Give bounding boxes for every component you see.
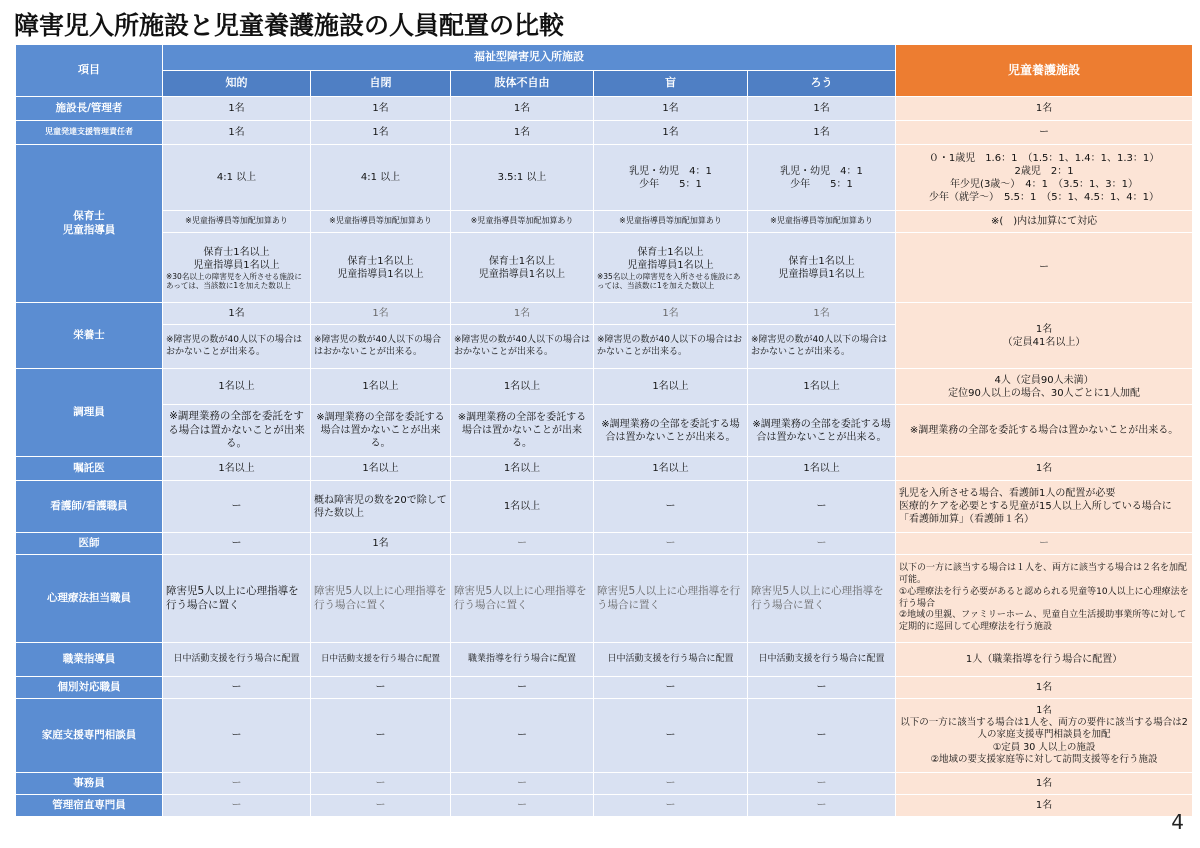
cell: ー — [451, 677, 594, 699]
row-label-line: 児童指導員 — [62, 223, 116, 236]
cell: ※調理業務の全部を委託する場合は置かないことが出来る。 — [594, 405, 748, 457]
row-shinri — [16, 555, 1193, 643]
cell: 概ね障害児の数を20で除して得た数以上 — [311, 481, 451, 533]
cell: ※障害児の数が40人以下の場合はおかないことが出来る。 — [451, 325, 594, 369]
cell-note: ※35名以上の障害児を入所させる施設にあっては、当該数に1を加えた数以上 — [597, 271, 741, 290]
cell: ー — [748, 481, 896, 533]
cell: ー — [748, 677, 896, 699]
page-number: 4 — [1171, 810, 1184, 834]
cell-yogo: 1名 — [896, 97, 1193, 121]
cell: ※児童指導員等加配加算あり — [748, 211, 896, 233]
cell — [594, 145, 748, 211]
cell-line: 定位90人以上の場合、30人ごとに1人加配 — [948, 387, 1140, 399]
row-label: 家庭支援専門相談員 — [16, 699, 163, 773]
cell-line: 児童指導員1名以上 — [193, 259, 280, 271]
cell — [311, 233, 451, 303]
cell: 1名 — [451, 121, 594, 145]
cell: 1名以上 — [594, 369, 748, 405]
row-jimuin — [16, 773, 1193, 795]
cell: ※調理業務の全部を委託をする場合は置かないことが出来る。 — [163, 405, 311, 457]
cell: ー — [594, 481, 748, 533]
cell: 1名 — [311, 303, 451, 325]
cell-line: 保育士1名以上 — [637, 246, 704, 258]
row-label-hoikushi — [16, 145, 163, 303]
cell: 1名 — [594, 121, 748, 145]
cell: 1名以上 — [451, 481, 594, 533]
cell-note: ※30名以上の障害児を入所させる施設にあっては、当該数に1を加えた数以上 — [166, 271, 302, 290]
cell-line: 2歳児 2：1 — [1014, 165, 1074, 177]
row-kateishien — [16, 699, 1193, 773]
cell: 1名 — [594, 303, 748, 325]
cell: ー — [163, 699, 311, 773]
row-ishi — [16, 533, 1193, 555]
cell: 1名 — [163, 303, 311, 325]
header-col-shitai: 肢体不自由 — [451, 71, 594, 97]
cell: 障害児5人以上に心理指導を行う場合に置く — [451, 555, 594, 643]
row-label: 栄養士 — [16, 303, 163, 369]
cell: 障害児5人以上に心理指導を行う場合に置く — [594, 555, 748, 643]
cell: 1名以上 — [311, 457, 451, 481]
cell: 1名以上 — [748, 457, 896, 481]
row-label: 管理宿直専門員 — [16, 795, 163, 817]
row-label-line: 保育士 — [73, 209, 105, 222]
header-group: 福祉型障害児入所施設 — [163, 45, 896, 71]
header-col-jihei: 自閉 — [311, 71, 451, 97]
cell-line: 1名 — [1036, 704, 1052, 716]
cell: 1名 — [311, 533, 451, 555]
row-label: 事務員 — [16, 773, 163, 795]
cell-line: 医療的ケアを必要とする児童が15人以上入所している場合に「看護師加算」（看護師１名） — [899, 501, 1172, 525]
cell-yogo: ※( )内は加算にて対応 — [896, 211, 1193, 233]
cell: 1名 — [163, 97, 311, 121]
cell: ー — [311, 773, 451, 795]
cell-line: 以下の一方に該当する場合は１人を、両方に該当する場合は２名を加配可能。 — [899, 563, 1188, 586]
row-kango — [16, 481, 1193, 533]
cell: 1名以上 — [594, 457, 748, 481]
cell: 1名 — [451, 303, 594, 325]
cell: 1名以上 — [311, 369, 451, 405]
cell: ※障害児の数が40人以下の場合はおかないことが出来る。 — [311, 325, 451, 369]
row-jido-hattatsu — [16, 121, 1193, 145]
row-label: 職業指導員 — [16, 643, 163, 677]
cell-line: 少年 5：1 — [639, 178, 702, 190]
cell: ー — [594, 773, 748, 795]
cell: ー — [163, 773, 311, 795]
cell: ー — [451, 773, 594, 795]
cell: 1名 — [748, 121, 896, 145]
cell-yogo — [896, 555, 1193, 643]
header-item: 項目 — [16, 45, 163, 97]
cell-line: 保育士1名以上 — [347, 255, 414, 267]
cell-line: ①心理療法を行う必要があると認められる児童等10人以上に心理療法を行う場合 — [899, 586, 1189, 609]
cell: ー — [311, 795, 451, 817]
cell — [451, 233, 594, 303]
cell: ー — [311, 699, 451, 773]
cell: ※障害児の数が40人以下の場合はおかないことが出来る。 — [748, 325, 896, 369]
cell: ー — [451, 795, 594, 817]
cell: ※児童指導員等加配加算あり — [451, 211, 594, 233]
cell: 1名以上 — [451, 369, 594, 405]
cell: 1名 — [594, 97, 748, 121]
cell: ー — [748, 533, 896, 555]
cell: 4:1 以上 — [163, 145, 311, 211]
cell: 日中活動支援を行う場合に配置 — [594, 643, 748, 677]
cell-line: 以下の一方に該当する場合は1人を、両方の要件に該当する場合は2人の家庭支援専門相談員を加配 — [900, 716, 1188, 741]
cell — [748, 233, 896, 303]
cell: 1名以上 — [451, 457, 594, 481]
row-label: 調理員 — [16, 369, 163, 457]
cell: 日中活動支援を行う場合に配置 — [163, 643, 311, 677]
cell: 1名 — [451, 97, 594, 121]
row-hoikushi-ratio — [16, 145, 1193, 211]
cell: ー — [748, 773, 896, 795]
cell: ー — [748, 699, 896, 773]
cell-line: ①定員 30 人以上の施設 — [992, 741, 1096, 753]
cell-yogo — [896, 369, 1193, 405]
cell-line: 乳児・幼児 4：1 — [780, 165, 863, 177]
row-shisetsucho — [16, 97, 1193, 121]
header-row-1 — [16, 45, 1193, 71]
cell-yogo: ー — [896, 233, 1193, 303]
comparison-table — [15, 44, 1193, 817]
cell: 1名 — [748, 97, 896, 121]
cell-yogo: 1名 — [896, 677, 1193, 699]
cell: ※児童指導員等加配加算あり — [311, 211, 451, 233]
cell: 障害児5人以上に心理指導を行う場合に置く — [748, 555, 896, 643]
cell-line: 少年（就学～） 5.5：1 （5：1、4.5：1、4：1） — [929, 191, 1160, 203]
cell-yogo: 1名 — [896, 795, 1193, 817]
row-label: 児童発達支援管理責任者 — [16, 121, 163, 145]
cell: ※障害児の数が40人以下の場合はおかないことが出来る。 — [594, 325, 748, 369]
cell: 1名 — [748, 303, 896, 325]
row-shokugyo — [16, 643, 1193, 677]
cell: ー — [163, 533, 311, 555]
cell-yogo — [896, 699, 1193, 773]
cell — [163, 233, 311, 303]
cell-line: 児童指導員1名以上 — [627, 259, 714, 271]
row-label: 心理療法担当職員 — [16, 555, 163, 643]
row-label: 医師 — [16, 533, 163, 555]
cell-yogo: ※調理業務の全部を委託する場合は置かないことが出来る。 — [896, 405, 1193, 457]
cell-yogo — [896, 481, 1193, 533]
header-col-rou: ろう — [748, 71, 896, 97]
row-label: 施設長/管理者 — [16, 97, 163, 121]
cell: ※児童指導員等加配加算あり — [163, 211, 311, 233]
cell: ー — [594, 795, 748, 817]
cell: ー — [594, 677, 748, 699]
row-kanrishuku — [16, 795, 1193, 817]
cell-line: 4人（定員90人未満） — [994, 374, 1094, 386]
cell-line: 保育士1名以上 — [788, 255, 855, 267]
cell: 1名以上 — [748, 369, 896, 405]
cell-yogo — [896, 303, 1193, 369]
cell: ー — [451, 699, 594, 773]
cell: 日中活動支援を行う場合に配置 — [748, 643, 896, 677]
row-kobetsu — [16, 677, 1193, 699]
cell-line: （定員41名以上） — [1002, 336, 1086, 348]
row-hoikushi-min — [16, 233, 1193, 303]
cell-line: 児童指導員1名以上 — [778, 268, 865, 280]
cell: ー — [163, 795, 311, 817]
row-hoikushi-kasan — [16, 211, 1193, 233]
row-label: 看護師/看護職員 — [16, 481, 163, 533]
cell: 3.5:1 以上 — [451, 145, 594, 211]
cell-yogo — [896, 145, 1193, 211]
cell: 1名 — [311, 121, 451, 145]
cell: ※調理業務の全部を委託する場合は置かないことが出来る。 — [451, 405, 594, 457]
cell-yogo: ー — [896, 121, 1193, 145]
row-chori-a — [16, 369, 1193, 405]
cell: ー — [163, 481, 311, 533]
cell-line: ②地域の里親、ファミリーホーム、児童自立生活援助事業所等に対して定期的に巡回して心理療法を行う施設 — [899, 610, 1187, 632]
cell-line: 保育士1名以上 — [203, 246, 270, 258]
header-yogo: 児童養護施設 — [896, 45, 1193, 97]
cell: ー — [311, 677, 451, 699]
cell — [594, 233, 748, 303]
cell: ※調理業務の全部を委託する場合は置かないことが出来る。 — [748, 405, 896, 457]
header-col-chiteki: 知的 — [163, 71, 311, 97]
cell: ー — [594, 533, 748, 555]
cell: 職業指導を行う場合に配置 — [451, 643, 594, 677]
page-title: 障害児入所施設と児童養護施設の人員配置の比較 — [14, 11, 565, 40]
row-label: 嘱託医 — [16, 457, 163, 481]
cell: 1名 — [163, 121, 311, 145]
cell — [748, 145, 896, 211]
row-label: 個別対応職員 — [16, 677, 163, 699]
row-eiyoshi-a — [16, 303, 1193, 325]
cell: 障害児5人以上に心理指導を行う場合に置く — [311, 555, 451, 643]
cell-line: ０・1歳児 1.6：1 （1.5：1、1.4：1、1.3：1） — [928, 152, 1160, 164]
cell-line: 少年 5：1 — [790, 178, 853, 190]
cell: ※調理業務の全部を委託する場合は置かないことが出来る。 — [311, 405, 451, 457]
cell-line: 乳児・幼児 4：1 — [629, 165, 712, 177]
cell: 4:1 以上 — [311, 145, 451, 211]
row-chori-b — [16, 405, 1193, 457]
cell: 障害児5人以上に心理指導を行う場合に置く — [163, 555, 311, 643]
cell: 1名以上 — [163, 457, 311, 481]
cell: ー — [163, 677, 311, 699]
cell-yogo: 1名 — [896, 773, 1193, 795]
cell: 1名以上 — [163, 369, 311, 405]
cell: ー — [594, 699, 748, 773]
cell-line: 児童指導員1名以上 — [337, 268, 424, 280]
cell: ー — [748, 795, 896, 817]
cell-line: 児童指導員1名以上 — [478, 268, 566, 280]
cell: ※児童指導員等加配加算あり — [594, 211, 748, 233]
cell-yogo: ー — [896, 533, 1193, 555]
cell: ※障害児の数が40人以下の場合はおかないことが出来る。 — [163, 325, 311, 369]
cell-line: ②地域の要支援家庭等に対して訪問支援等を行う施設 — [930, 754, 1158, 766]
cell: ー — [451, 533, 594, 555]
cell-line: 年少児(3歳～） 4：1 （3.5：1、3：1） — [950, 178, 1139, 190]
cell: 日中活動支援を行う場合に配置 — [311, 643, 451, 677]
row-shokutakui — [16, 457, 1193, 481]
header-col-mou: 盲 — [594, 71, 748, 97]
cell-line: 保育士1名以上 — [488, 255, 556, 267]
cell-line: 1名 — [1035, 323, 1053, 335]
cell: 1名 — [311, 97, 451, 121]
cell-yogo: 1人（職業指導を行う場合に配置） — [896, 643, 1193, 677]
cell-yogo: 1名 — [896, 457, 1193, 481]
cell-line: 乳児を入所させる場合、看護師1人の配置が必要 — [899, 488, 1116, 499]
